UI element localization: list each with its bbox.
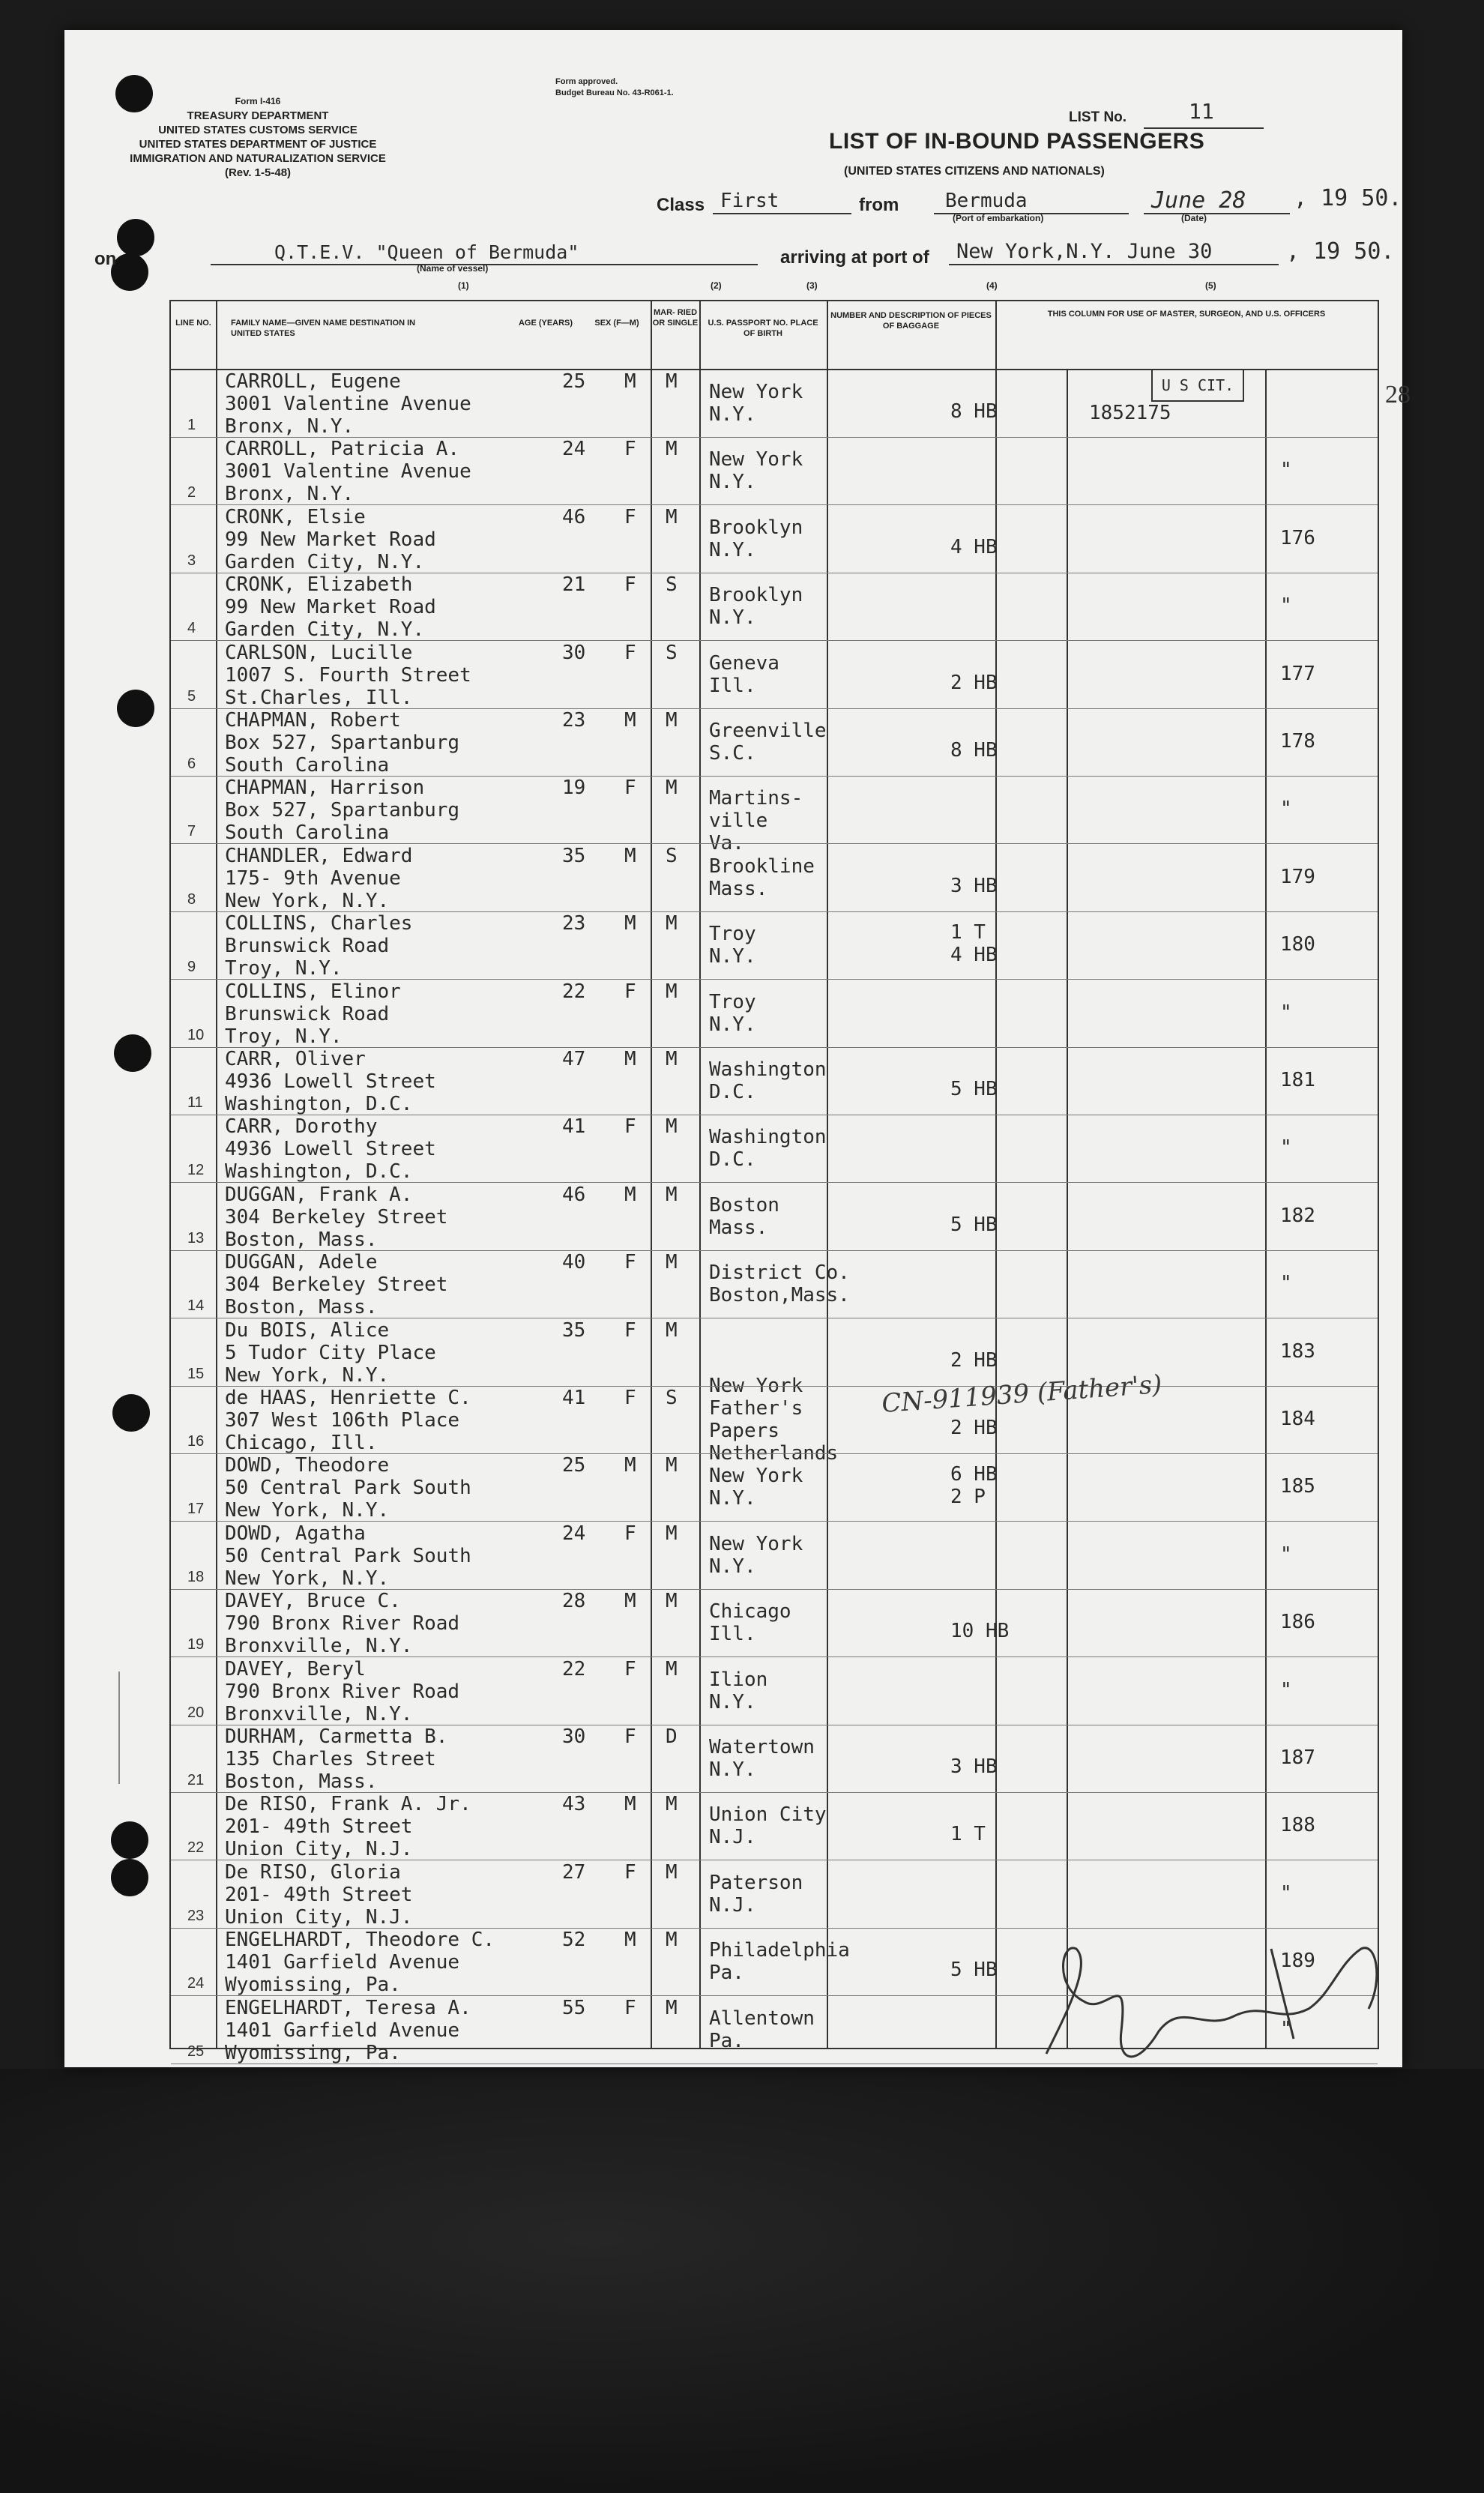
passenger-name-address: CARLSON, Lucille 1007 S. Fourth Street St.Charles, Ill. — [225, 641, 471, 709]
marital-cell: M — [666, 1318, 678, 1342]
sex-cell: F — [624, 505, 636, 528]
marital-cell: D — [666, 1725, 678, 1748]
sex-cell: M — [624, 1929, 636, 1952]
from-label: from — [859, 195, 899, 215]
line-number: 10 — [187, 1026, 205, 1043]
line-number: 8 — [187, 890, 196, 908]
passenger-name-address: DAVEY, Bruce C. 790 Bronx River Road Bronxville, N.Y. — [225, 1590, 460, 1658]
birthplace-cell: Chicago Ill. — [709, 1600, 791, 1646]
officer-cell: " — [1280, 2017, 1292, 2040]
passenger-name-address: CRONK, Elsie 99 New Market Road Garden City, N.Y. — [225, 505, 436, 573]
line-number: 2 — [187, 484, 196, 501]
revision: (Rev. 1-5-48) — [224, 166, 292, 179]
agency-header — [123, 94, 393, 180]
birthplace-cell: Philadelphia Pa. — [709, 1939, 850, 1985]
line-number: 13 — [187, 1229, 205, 1246]
line-number: 3 — [187, 552, 196, 569]
line-number: 5 — [187, 687, 196, 705]
sex-cell: F — [624, 641, 636, 664]
officer-cell: 187 — [1280, 1746, 1315, 1769]
officer-cell: " — [1280, 1001, 1292, 1024]
binder-hole — [111, 253, 148, 291]
col-header-baggage: NUMBER AND DESCRIPTION OF PIECES OF BAGGAGE — [830, 311, 992, 331]
line-number: 25 — [187, 2043, 205, 2060]
officer-cell: 180 — [1280, 933, 1315, 956]
marital-cell: M — [666, 438, 678, 461]
arrival-year: , 19 50. — [1286, 238, 1395, 265]
line-number: 11 — [187, 1094, 203, 1111]
from-value: Bermuda — [945, 190, 1028, 212]
dept-line: UNITED STATES DEPARTMENT OF JUSTICE — [139, 138, 377, 151]
birthplace-cell: New York N.Y. — [709, 381, 803, 426]
sex-cell: M — [624, 1793, 636, 1816]
line-number: 16 — [187, 1433, 205, 1450]
passenger-name-address: ENGELHARDT, Teresa A. 1401 Garfield Avenue Wyomissing, Pa. — [225, 1996, 471, 2064]
marital-cell: M — [666, 1251, 678, 1274]
dept-line: IMMIGRATION AND NATURALIZATION SERVICE — [130, 152, 386, 165]
birthplace-cell: Washington D.C. — [709, 1058, 827, 1103]
line-number: 17 — [187, 1501, 205, 1518]
age-cell: 46 — [562, 1183, 586, 1206]
sex-cell: F — [624, 1725, 636, 1748]
sex-cell: F — [624, 1251, 636, 1274]
officer-cell: " — [1280, 594, 1292, 618]
age-cell: 22 — [562, 1657, 586, 1680]
sex-cell: F — [624, 980, 636, 1003]
birthplace-cell: Brooklyn N.Y. — [709, 516, 803, 561]
age-cell: 22 — [562, 980, 586, 1003]
form-number: Form I-416 — [235, 96, 281, 106]
sex-cell: F — [624, 1996, 636, 2019]
sex-cell: M — [624, 1048, 636, 1070]
marital-cell: M — [666, 1860, 678, 1884]
table-row — [171, 1454, 1378, 1522]
age-cell: 46 — [562, 505, 586, 528]
line-number: 1 — [187, 417, 196, 433]
age-cell: 35 — [562, 844, 586, 867]
line-number: 7 — [187, 823, 196, 840]
marital-cell: M — [666, 1454, 678, 1477]
baggage-cell: 3 HB — [950, 1755, 998, 1778]
birthplace-cell: New York N.Y. — [709, 1465, 803, 1510]
baggage-cell: 10 HB — [950, 1620, 1010, 1643]
baggage-cell: 2 HB — [950, 1348, 998, 1372]
film-background — [0, 2069, 1484, 2493]
birthplace-cell: New York — [709, 1374, 803, 1397]
birthplace-cell: Father's Papers Netherlands — [709, 1397, 839, 1465]
birthplace-cell: Ilion N.Y. — [709, 1668, 768, 1713]
manifest-page — [64, 30, 1411, 2067]
passenger-name-address: CARROLL, Eugene 3001 Valentine Avenue Bronx, N.Y. — [225, 370, 471, 438]
sex-cell: M — [624, 1454, 636, 1477]
sex-cell: M — [624, 912, 636, 935]
form-approval — [555, 76, 674, 99]
table-row — [171, 845, 1378, 912]
passenger-name-address: DAVEY, Beryl 790 Bronx River Road Bronxville, N.Y. — [225, 1657, 460, 1725]
line-number: 14 — [187, 1297, 205, 1315]
binder-hole — [111, 1821, 148, 1859]
age-cell: 25 — [562, 370, 586, 393]
table-row — [171, 912, 1378, 980]
birthplace-cell: Paterson N.J. — [709, 1871, 803, 1917]
passenger-name-address: Du BOIS, Alice 5 Tudor City Place New York, N.Y. — [225, 1318, 436, 1387]
birthplace-cell: Allentown Pa. — [709, 2007, 815, 2052]
table-row — [171, 1725, 1378, 1793]
marital-cell: S — [666, 1387, 678, 1409]
officer-cell: 182 — [1280, 1204, 1315, 1227]
baggage-cell: 8 HB — [950, 400, 998, 423]
table-row — [171, 777, 1378, 855]
arriving-label: arriving at port of — [780, 247, 929, 268]
table-row — [171, 1590, 1378, 1657]
list-no-value: 11 — [1189, 99, 1214, 124]
dept-line: UNITED STATES CUSTOMS SERVICE — [158, 124, 358, 136]
birthplace-cell: Geneva Ill. — [709, 651, 779, 697]
marital-cell: M — [666, 1048, 678, 1070]
passenger-name-address: CHANDLER, Edward 175- 9th Avenue New York, N.Y. — [225, 844, 413, 912]
binder-hole — [114, 1034, 151, 1072]
page-title: LIST OF IN-BOUND PASSENGERS — [829, 129, 1205, 154]
passenger-name-address: de HAAS, Henriette C. 307 West 106th Place Chicago, Ill. — [225, 1387, 471, 1454]
passenger-name-address: DUGGAN, Frank A. 304 Berkeley Street Boston, Mass. — [225, 1183, 448, 1251]
marital-cell: M — [666, 1522, 678, 1545]
age-cell: 25 — [562, 1454, 586, 1477]
sex-cell: F — [624, 1318, 636, 1342]
col-number: (4) — [986, 280, 998, 291]
line-number: 24 — [187, 1975, 205, 1992]
passenger-name-address: DOWD, Theodore 50 Central Park South New York, N.Y. — [225, 1454, 471, 1522]
pencil-mark — [118, 1671, 120, 1784]
line-number: 23 — [187, 1907, 205, 1924]
marital-cell: M — [666, 1590, 678, 1613]
col-header-officers: THIS COLUMN FOR USE OF MASTER, SURGEON, AND U.S. OFFICERS — [1047, 310, 1326, 319]
birthplace-cell: New York N.Y. — [709, 1532, 803, 1578]
table-row — [171, 980, 1378, 1048]
age-cell: 28 — [562, 1590, 586, 1613]
col-header-married: MAR- RIED OR SINGLE — [652, 308, 699, 328]
date-caption: (Date) — [1181, 213, 1207, 223]
marital-cell: M — [666, 980, 678, 1003]
age-cell: 52 — [562, 1929, 586, 1952]
officer-cell: 185 — [1280, 1475, 1315, 1498]
table-row — [171, 1522, 1378, 1590]
col-header-age: AGE (YEARS) — [518, 319, 573, 328]
birthplace-cell: New York N.Y. — [709, 448, 803, 494]
officer-cell: " — [1280, 1136, 1292, 1160]
age-cell: 23 — [562, 912, 586, 935]
birthplace-cell: Boston Mass. — [709, 1193, 779, 1239]
sex-cell: F — [624, 438, 636, 461]
table-row — [171, 1251, 1378, 1318]
sex-cell: M — [624, 1183, 636, 1206]
baggage-cell: 4 HB — [950, 535, 998, 558]
line-number: 12 — [187, 1162, 205, 1179]
birthplace-cell: Washington D.C. — [709, 1126, 827, 1172]
passenger-name-address: CHAPMAN, Robert Box 527, Spartanburg South Carolina — [225, 709, 460, 777]
officer-cell: 1852175 — [1089, 402, 1171, 424]
sex-cell: F — [624, 1522, 636, 1545]
table-row — [171, 1115, 1378, 1183]
marital-cell: M — [666, 370, 678, 393]
col-number: (2) — [711, 280, 722, 291]
marital-cell: M — [666, 1996, 678, 2019]
marital-cell: M — [666, 1183, 678, 1206]
age-cell: 40 — [562, 1251, 586, 1274]
table-header — [171, 301, 1378, 370]
col-header-name: FAMILY NAME—GIVEN NAME DESTINATION IN UNITED STATES — [231, 319, 416, 338]
officer-cell: 181 — [1280, 1069, 1315, 1091]
page-subtitle: (UNITED STATES CITIZENS AND NATIONALS) — [844, 165, 1105, 178]
officer-cell: " — [1280, 1881, 1292, 1905]
marital-cell: S — [666, 844, 678, 867]
age-cell: 41 — [562, 1387, 586, 1409]
sex-cell: F — [624, 777, 636, 800]
departure-date: June 28 — [1151, 187, 1246, 214]
line-number: 6 — [187, 756, 196, 772]
birthplace-cell: Union City N.J. — [709, 1803, 827, 1849]
table-row — [171, 438, 1378, 505]
age-cell: 30 — [562, 1725, 586, 1748]
marital-cell: S — [666, 573, 678, 597]
marital-cell: M — [666, 1115, 678, 1139]
officer-cell: 183 — [1280, 1339, 1315, 1363]
baggage-cell: 2 HB — [950, 671, 998, 694]
birthplace-cell: District Co. Boston,Mass. — [709, 1261, 850, 1307]
line-number: 18 — [187, 1568, 205, 1585]
line-number: 19 — [187, 1636, 205, 1654]
line-number: 9 — [187, 959, 196, 976]
age-cell: 21 — [562, 573, 586, 597]
officer-cell: 188 — [1280, 1814, 1315, 1837]
marital-cell: M — [666, 1793, 678, 1816]
officer-cell: " — [1280, 798, 1292, 821]
marital-cell: S — [666, 641, 678, 664]
passenger-name-address: De RISO, Gloria 201- 49th Street Union City, N.J. — [225, 1860, 413, 1929]
binder-hole — [117, 690, 154, 727]
col-number: (3) — [806, 280, 818, 291]
baggage-cell: 5 HB — [950, 1078, 998, 1100]
birthplace-cell: Brookline Mass. — [709, 854, 815, 900]
vessel-caption: (Name of vessel) — [417, 263, 489, 274]
sex-cell: F — [624, 1657, 636, 1680]
sex-cell: M — [624, 1590, 636, 1613]
binder-hole — [112, 1394, 150, 1432]
officer-cell: " — [1280, 1272, 1292, 1295]
baggage-cell: 1 T 4 HB — [950, 921, 998, 967]
passenger-name-address: CARR, Dorothy 4936 Lowell Street Washington, D.C. — [225, 1115, 436, 1184]
line-number: 20 — [187, 1704, 205, 1721]
passenger-name-address: DURHAM, Carmetta B. 135 Charles Street Boston, Mass. — [225, 1725, 448, 1793]
passenger-name-address: CARR, Oliver 4936 Lowell Street Washington, D.C. — [225, 1048, 436, 1115]
binder-hole — [117, 219, 154, 256]
baggage-cell: 2 HB — [950, 1417, 998, 1439]
passenger-name-address: De RISO, Frank A. Jr. 201- 49th Street Union City, N.J. — [225, 1793, 471, 1861]
age-cell: 27 — [562, 1860, 586, 1884]
sex-cell: M — [624, 709, 636, 732]
list-no-label: LIST No. — [1069, 109, 1127, 125]
line-number: 22 — [187, 1839, 205, 1857]
baggage-cell: 5 HB — [950, 1213, 998, 1236]
arrival-port-date: New York,N.Y. June 30 — [956, 240, 1213, 263]
baggage-cell: 8 HB — [950, 739, 998, 762]
age-cell: 43 — [562, 1793, 586, 1816]
officer-cell: 177 — [1280, 662, 1315, 685]
sex-cell: M — [624, 844, 636, 867]
sex-cell: M — [624, 370, 636, 393]
form-approved: Form approved. — [555, 77, 618, 86]
birthplace-cell: Brooklyn N.Y. — [709, 584, 803, 630]
age-cell: 35 — [562, 1318, 586, 1342]
table-row — [171, 709, 1378, 777]
col-header-line: LINE NO. — [175, 319, 211, 328]
passenger-name-address: ENGELHARDT, Theodore C. 1401 Garfield Avenue Wyomissing, Pa. — [225, 1929, 495, 1997]
age-cell: 30 — [562, 641, 586, 664]
marital-cell: M — [666, 777, 678, 800]
binder-hole — [111, 1859, 148, 1896]
table-row — [171, 642, 1378, 709]
age-cell: 24 — [562, 1522, 586, 1545]
passenger-name-address: CRONK, Elizabeth 99 New Market Road Garden City, N.Y. — [225, 573, 436, 642]
marital-cell: M — [666, 1929, 678, 1952]
age-cell: 47 — [562, 1048, 586, 1070]
baggage-cell: 1 T — [950, 1823, 986, 1846]
line-number: 4 — [187, 620, 196, 637]
officer-cell: 186 — [1280, 1611, 1315, 1634]
birthplace-cell: Watertown N.Y. — [709, 1736, 815, 1781]
age-cell: 55 — [562, 1996, 586, 2019]
table-row — [171, 1184, 1378, 1251]
baggage-cell: 5 HB — [950, 1959, 998, 1982]
birthplace-cell: Martins- ville Va. — [709, 787, 803, 855]
sex-cell: F — [624, 1115, 636, 1139]
line-number: 21 — [187, 1772, 205, 1788]
age-cell: 24 — [562, 438, 586, 461]
passenger-name-address: COLLINS, Charles Brunswick Road Troy, N.Y. — [225, 912, 413, 980]
signature — [1024, 1919, 1414, 2084]
officer-cell: " — [1280, 459, 1292, 482]
marital-cell: M — [666, 505, 678, 528]
officer-cell: 178 — [1280, 730, 1315, 753]
sex-cell: F — [624, 1860, 636, 1884]
age-cell: 23 — [562, 709, 586, 732]
departure-year: , 19 50. — [1294, 185, 1402, 211]
passenger-name-address: CHAPMAN, Harrison Box 527, Spartanburg South Carolina — [225, 777, 460, 845]
officer-cell: " — [1280, 1543, 1292, 1566]
col-number: (5) — [1205, 280, 1216, 291]
budget-bureau: Budget Bureau No. 43-R061-1. — [555, 88, 674, 97]
table-row — [171, 1793, 1378, 1860]
age-cell: 19 — [562, 777, 586, 800]
baggage-cell: 6 HB 2 P — [950, 1463, 998, 1509]
handwritten-annotation: CN-911939 (Father's) — [881, 1369, 1163, 1420]
passenger-name-address: DOWD, Agatha 50 Central Park South New York, N.Y. — [225, 1522, 471, 1590]
line-number: 15 — [187, 1365, 205, 1382]
marital-cell: M — [666, 912, 678, 935]
table-row — [171, 573, 1378, 641]
passenger-name-address: DUGGAN, Adele 304 Berkeley Street Boston, Mass. — [225, 1251, 448, 1319]
table-row — [171, 1048, 1378, 1115]
passenger-name-address: CARROLL, Patricia A. 3001 Valentine Avenue Bronx, N.Y. — [225, 438, 471, 506]
marital-cell: M — [666, 1657, 678, 1680]
table-row — [171, 506, 1378, 573]
officer-cell: 179 — [1280, 865, 1315, 888]
marital-cell: M — [666, 709, 678, 732]
officer-cell: " — [1280, 1678, 1292, 1701]
table-row — [171, 1658, 1378, 1725]
col-header-sex: SEX (F—M) — [594, 319, 639, 328]
birthplace-cell: Troy N.Y. — [709, 990, 756, 1036]
officer-cell: 176 — [1280, 526, 1315, 549]
us-citizen-stamp: U S CIT. — [1151, 369, 1244, 402]
dept-line: TREASURY DEPARTMENT — [187, 109, 329, 122]
officer-cell: 184 — [1280, 1408, 1315, 1430]
class-label: Class — [657, 195, 705, 215]
officer-cell: 189 — [1280, 1950, 1315, 1973]
sex-cell: F — [624, 573, 636, 597]
sex-cell: F — [624, 1387, 636, 1409]
vessel-name: Q.T.E.V. "Queen of Bermuda" — [274, 241, 579, 263]
passenger-name-address: COLLINS, Elinor Brunswick Road Troy, N.Y. — [225, 980, 401, 1048]
col-header-passport: U.S. PASSPORT NO. PLACE OF BIRTH — [708, 319, 818, 338]
class-value: First — [720, 190, 779, 212]
table-row — [171, 1387, 1378, 1465]
age-cell: 41 — [562, 1115, 586, 1139]
passenger-table — [169, 300, 1379, 2064]
embarkation-caption: (Port of embarkation) — [953, 213, 1044, 223]
sheet-number: 28 — [1385, 381, 1411, 409]
birthplace-cell: Troy N.Y. — [709, 923, 756, 968]
baggage-cell: 3 HB — [950, 874, 998, 897]
on-label: on — [94, 249, 117, 269]
col-number: (1) — [458, 280, 469, 291]
birthplace-cell: Greenville S.C. — [709, 720, 827, 765]
